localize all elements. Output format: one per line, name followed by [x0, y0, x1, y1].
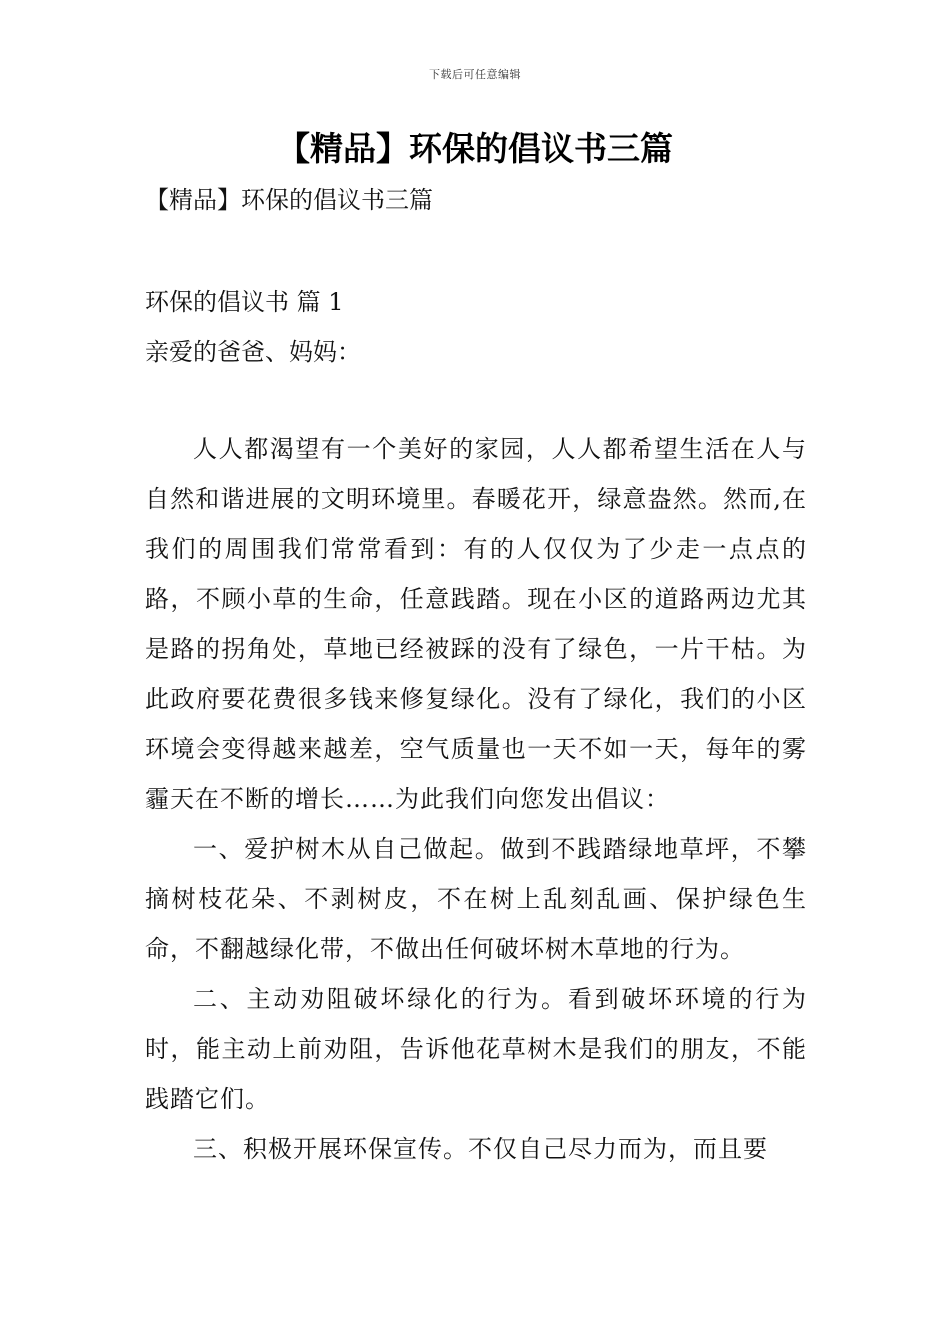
- paragraph-intro: 人人都渴望有一个美好的家园，人人都希望生活在人与自然和谐进展的文明环境里。春暖花开，绿意盎然。然而,在我们的周围我们常常看到：有的人仅仅为了少走一点点的路，不顾小草的生命，任意践踏。现在小区的道路两边尤其是路的拐角处，草地已经被踩的没有了绿色，一片干枯。为此政府要花费很多钱来修复绿化。没有了绿化，我们的小区环境会变得越来越差，空气质量也一天不如一天，每年的雾霾天在不断的增长……为此我们向您发出倡议：: [145, 435, 807, 813]
- header-note: 下载后可任意编辑: [429, 68, 521, 81]
- paragraph-point-3: 三、积极开展环保宣传。不仅自己尽力而为，而且要: [193, 1135, 768, 1163]
- body-paragraphs: [145, 424, 807, 1174]
- document-title: 【精品】环保的倡议书三篇: [277, 129, 673, 168]
- document-subtitle: 【精品】环保的倡议书三篇: [145, 186, 433, 214]
- salutation: 亲爱的爸爸、妈妈：: [145, 338, 361, 366]
- section-heading: 环保的倡议书 篇 1: [145, 288, 344, 316]
- paragraph-point-1: 一、爱护树木从自己做起。做到不践踏绿地草坪，不攀摘树枝花朵、不剥树皮，不在树上乱刻乱画、保护绿色生命，不翻越绿化带，不做出任何破坏树木草地的行为。: [145, 835, 807, 963]
- paragraph-point-2: 二、主动劝阻破坏绿化的行为。看到破坏环境的行为时，能主动上前劝阻，告诉他花草树木是我们的朋友，不能践踏它们。: [145, 985, 807, 1113]
